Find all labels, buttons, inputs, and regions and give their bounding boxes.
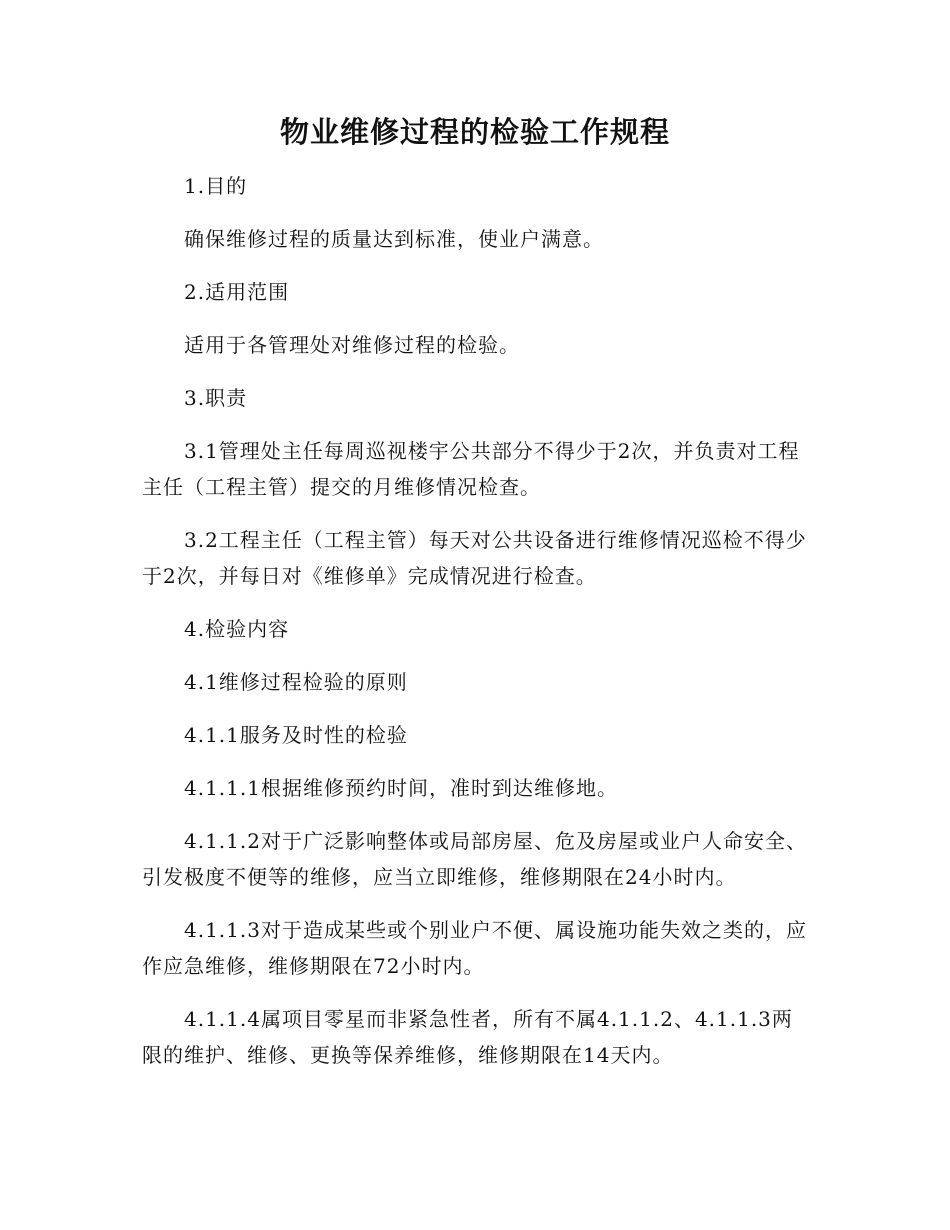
paragraph-scope: 适用于各管理处对维修过程的检验。 [184,333,520,357]
paragraph-responsibility-3-1: 3.1管理处主任每周巡视楼宇公共部分不得少于2次，并负责对工程主任（工程主管）提交的月维修情况检查。 [142,439,800,499]
paragraph-responsibility-3-2: 3.2工程主任（工程主管）每天对公共设备进行维修情况巡检不得少于2次，并每日对《维修单》完成情况进行检查。 [142,528,807,588]
paragraph-4-1-1-4: 4.1.1.4属项目零星而非紧急性者，所有不属4.1.1.2、4.1.1.3两限的维护、维修、更换等保养维修，维修期限在14天内。 [142,1007,793,1067]
document-body [142,168,810,1090]
section-heading-purpose: 1.目的 [184,174,248,198]
paragraph-4-1-1-1: 4.1.1.1根据维修预约时间，准时到达维修地。 [184,776,618,800]
paragraph-purpose: 确保维修过程的质量达到标准，使业户满意。 [184,227,604,251]
paragraph-4-1-1-3: 4.1.1.3对于造成某些或个别业户不便、属设施功能失效之类的，应作应急维修，维修期限在72小时内。 [142,918,807,978]
section-heading-responsibilities: 3.职责 [184,386,248,410]
subsection-heading-4-1-1: 4.1.1服务及时性的检验 [184,723,408,747]
document-title: 物业维修过程的检验工作规程 [279,115,670,149]
section-heading-scope: 2.适用范围 [184,280,290,304]
paragraph-4-1-1-2: 4.1.1.2对于广泛影响整体或局部房屋、危及房屋或业户人命安全、引发极度不便等的维修，应当立即维修，维修期限在24小时内。 [142,829,807,889]
subsection-heading-4-1: 4.1维修过程检验的原则 [184,670,408,694]
section-heading-inspection-content: 4.检验内容 [184,617,290,641]
